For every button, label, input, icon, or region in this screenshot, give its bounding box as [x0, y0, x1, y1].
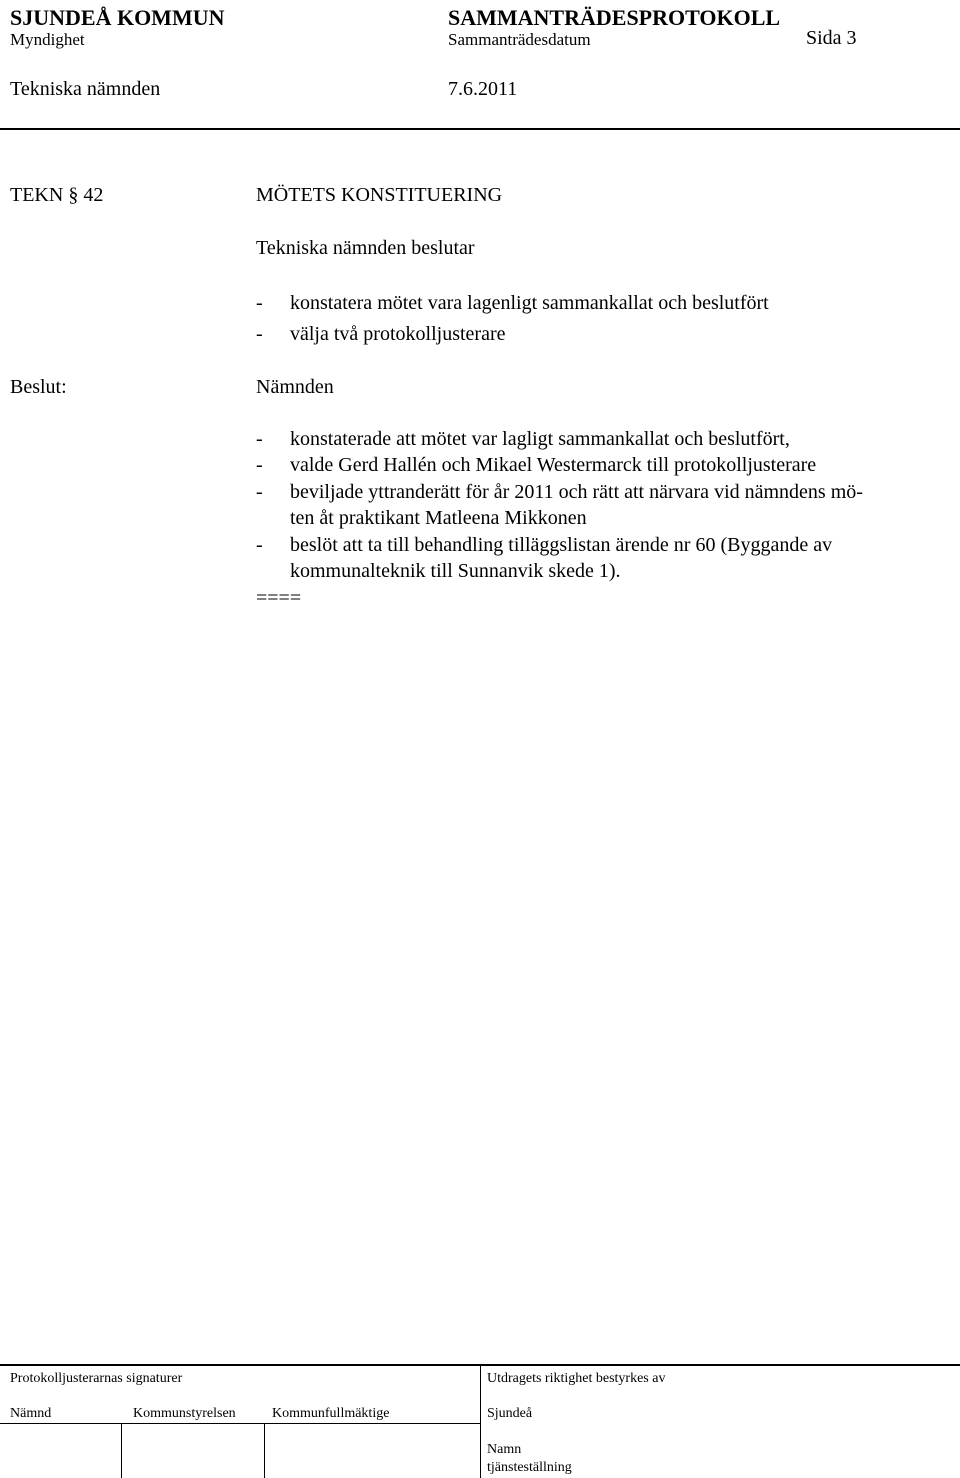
org-name: SJUNDEÅ KOMMUN — [10, 5, 225, 30]
footer-mid-rule — [0, 1423, 480, 1424]
list-item: välja två protokolljusterare — [290, 323, 506, 345]
authority-name: Tekniska nämnden — [10, 78, 161, 100]
list-bullet: - — [256, 481, 263, 503]
signature-col-executive: Kommunstyrelsen — [133, 1406, 236, 1421]
footer-center-divider — [480, 1366, 481, 1478]
document-type: SAMMANTRÄDESPROTOKOLL — [448, 5, 781, 30]
decision-label: Beslut: — [10, 376, 67, 398]
end-marker: ==== — [256, 587, 302, 609]
section-title: MÖTETS KONSTITUERING — [256, 184, 503, 206]
list-bullet: - — [256, 534, 263, 556]
header-divider — [0, 128, 960, 130]
list-bullet: - — [256, 454, 263, 476]
signatures-label: Protokolljusterarnas signaturer — [10, 1371, 183, 1386]
page-number: Sida 3 — [806, 27, 857, 49]
list-item-continuation: kommunalteknik till Sunnanvik skede 1). — [290, 560, 621, 582]
section-id: TEKN § 42 — [10, 184, 104, 206]
name-label: Namn — [487, 1442, 522, 1457]
decision-intro: Nämnden — [256, 376, 334, 398]
list-bullet: - — [256, 428, 263, 450]
list-item: beviljade yttranderätt för år 2011 och rätt att närvara vid nämndens mö- — [290, 481, 863, 503]
list-bullet: - — [256, 292, 263, 314]
signature-col-council: Kommunfullmäktige — [272, 1406, 390, 1421]
certified-label: Utdragets riktighet bestyrkes av — [487, 1371, 666, 1386]
list-item: valde Gerd Hallén och Mikael Westermarck till protokolljusterare — [290, 454, 817, 476]
signature-col-board: Nämnd — [10, 1406, 52, 1421]
footer-col-divider — [264, 1424, 265, 1478]
meeting-date: 7.6.2011 — [448, 78, 518, 100]
position-label: tjänsteställning — [487, 1460, 572, 1475]
list-item: konstaterade att mötet var lagligt sammankallat och beslutfört, — [290, 428, 790, 450]
list-bullet: - — [256, 323, 263, 345]
list-item: beslöt att ta till behandling tilläggslistan ärende nr 60 (Byggande av — [290, 534, 833, 556]
date-label: Sammanträdesdatum — [448, 30, 591, 49]
proposal-intro: Tekniska nämnden beslutar — [256, 237, 475, 259]
list-item: konstatera mötet vara lagenligt sammankallat och beslutfört — [290, 292, 769, 314]
list-item-continuation: ten åt praktikant Matleena Mikkonen — [290, 507, 587, 529]
certifier-place: Sjundeå — [487, 1406, 533, 1421]
footer-col-divider — [121, 1424, 122, 1478]
authority-label: Myndighet — [10, 30, 85, 49]
